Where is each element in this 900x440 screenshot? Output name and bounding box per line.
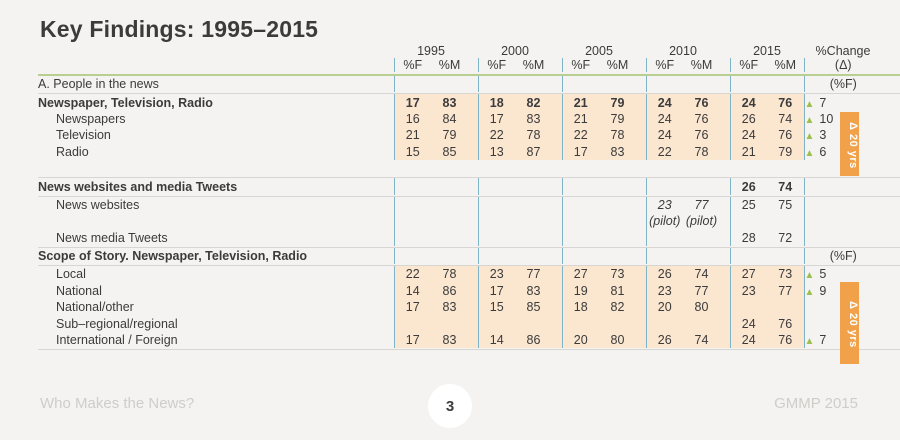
cell: 22: [646, 144, 683, 160]
cell: [515, 315, 552, 331]
page-number: 3: [428, 384, 472, 428]
cell: 83: [431, 299, 468, 315]
year-header-2000: 2000: [501, 44, 529, 58]
subcol-2005-m: %M: [606, 58, 629, 72]
row-label: Television: [56, 128, 111, 143]
cell: [730, 299, 767, 315]
cell: 25: [730, 196, 767, 213]
cell: 78: [683, 144, 720, 160]
cell: 77: [694, 197, 709, 212]
delta-band-top-label: Δ 20 yrs: [847, 121, 859, 169]
delta-band-bottom-label: Δ 20 yrs: [847, 300, 859, 348]
cell: [394, 315, 431, 331]
cell: 79: [767, 144, 804, 160]
subcol-2000-m: %M: [522, 58, 545, 72]
change-cell: [804, 266, 882, 283]
cell: 20: [562, 332, 599, 348]
row-label: National/other: [56, 300, 134, 315]
cell: 14: [394, 283, 431, 299]
cell: 84: [431, 111, 468, 127]
cell: 23: [646, 196, 683, 213]
change-value: 5: [819, 267, 827, 282]
triangle-up-icon: ▲: [804, 336, 815, 348]
change-value: 7: [819, 333, 827, 348]
triangle-up-icon: ▲: [804, 131, 815, 143]
cell: 14: [478, 332, 515, 348]
cell: 73: [599, 266, 636, 283]
cell: [431, 230, 468, 246]
table-header-years: [38, 44, 900, 58]
cell: 24: [730, 315, 767, 331]
cell: 26: [730, 111, 767, 127]
pilot-note-m: (pilot): [685, 214, 718, 229]
spacer-row: [38, 160, 900, 176]
cell: 22: [562, 127, 599, 143]
cell: [478, 178, 515, 195]
cell: 76: [767, 94, 804, 111]
row-label: Radio: [56, 144, 89, 159]
cell: 85: [431, 144, 468, 160]
triangle-up-icon: ▲: [804, 286, 815, 298]
change-subheader: (Δ): [834, 58, 852, 72]
subcol-2000-f: %F: [478, 58, 515, 72]
row-label: News media Tweets: [56, 230, 168, 245]
pilot-note-row: [38, 213, 900, 229]
table-row: [38, 178, 900, 195]
cell: 26: [730, 178, 767, 195]
subcol-2015-f: %F: [730, 58, 767, 72]
cell: 80: [599, 332, 636, 348]
year-header-1995: 1995: [417, 44, 445, 58]
cell: 78: [431, 266, 468, 283]
cell: [478, 196, 515, 213]
cell: 18: [478, 94, 515, 111]
cell: 76: [683, 111, 720, 127]
cell: [599, 315, 636, 331]
cell: 16: [394, 111, 431, 127]
cell: 77: [767, 283, 804, 299]
subcol-2015-m: %M: [767, 58, 804, 72]
cell: 15: [394, 144, 431, 160]
cell: 76: [683, 127, 720, 143]
triangle-up-icon: ▲: [804, 98, 815, 110]
cell: [683, 178, 720, 195]
row-label: Newspapers: [56, 111, 126, 126]
triangle-up-icon: ▲: [804, 147, 815, 159]
table-header-subcols: [38, 58, 900, 72]
cell: 21: [394, 127, 431, 143]
table-row: [38, 127, 900, 143]
cell: 17: [394, 299, 431, 315]
table-row: [38, 94, 900, 111]
cell: 24: [730, 94, 767, 111]
cell: 17: [562, 144, 599, 160]
cell: 22: [478, 127, 515, 143]
cell: 27: [730, 266, 767, 283]
table-row: [38, 144, 900, 160]
cell: 82: [515, 94, 552, 111]
change-cell: [804, 94, 882, 111]
subcol-2005-f: %F: [562, 58, 599, 72]
cell: 74: [683, 332, 720, 348]
cell: [562, 315, 599, 331]
key-findings-table: [38, 44, 871, 350]
cell: [683, 230, 720, 246]
row-label: Scope of Story. Newspaper, Television, Radio: [38, 249, 308, 264]
cell: 28: [730, 230, 767, 246]
cell: 22: [394, 266, 431, 283]
cell: 74: [767, 111, 804, 127]
cell: 24: [646, 94, 683, 111]
cell: 21: [562, 111, 599, 127]
cell: 83: [431, 94, 468, 111]
cell: 81: [599, 283, 636, 299]
cell: 18: [562, 299, 599, 315]
cell: 75: [767, 196, 804, 213]
cell: 86: [431, 283, 468, 299]
cell: [515, 178, 552, 195]
cell: 79: [431, 127, 468, 143]
change-value: 9: [819, 283, 827, 298]
change-value: 6: [819, 144, 827, 159]
change-value: 7: [819, 95, 827, 110]
cell: [599, 196, 636, 213]
cell: 15: [478, 299, 515, 315]
cell: [683, 315, 720, 331]
cell: 78: [515, 127, 552, 143]
table-row: [38, 111, 900, 127]
triangle-up-icon: ▲: [804, 114, 815, 126]
row-label: National: [56, 283, 102, 298]
cell: [478, 230, 515, 246]
row-label: Sub–regional/regional: [56, 316, 178, 331]
cell: 77: [515, 266, 552, 283]
year-header-2005: 2005: [585, 44, 613, 58]
cell: [562, 196, 599, 213]
cell: 86: [515, 332, 552, 348]
cell: 21: [730, 144, 767, 160]
bottom-rule: [38, 348, 900, 350]
cell: 83: [599, 144, 636, 160]
cell: 23: [730, 283, 767, 299]
year-header-2015: 2015: [753, 44, 781, 58]
cell: 20: [646, 299, 683, 315]
row-label: News websites and media Tweets: [38, 179, 238, 194]
year-header-2010: 2010: [669, 44, 697, 58]
cell: 76: [767, 315, 804, 331]
cell: 17: [478, 283, 515, 299]
cell: 26: [646, 266, 683, 283]
table-row: [38, 196, 900, 213]
table-row: [38, 332, 900, 348]
cell: [478, 315, 515, 331]
cell: 77: [683, 283, 720, 299]
page-title: Key Findings: 1995–2015: [40, 16, 319, 42]
cell: 23: [646, 283, 683, 299]
cell: [394, 230, 431, 246]
subcol-2010-m: %M: [690, 58, 713, 72]
cell: 73: [767, 266, 804, 283]
cell: 17: [478, 111, 515, 127]
cell: 76: [683, 94, 720, 111]
cell: 21: [562, 94, 599, 111]
cell: 76: [767, 332, 804, 348]
row-label: International / Foreign: [56, 333, 178, 348]
table-row: [38, 299, 900, 315]
cell: [562, 230, 599, 246]
table-row: [38, 315, 900, 331]
cell: 72: [767, 230, 804, 246]
table-row: [38, 230, 900, 246]
subcol-2010-f: %F: [646, 58, 683, 72]
cell: [394, 178, 431, 195]
footer-left: Who Makes the News?: [40, 395, 195, 412]
change-cell: [804, 196, 882, 213]
change-value: 10: [819, 111, 834, 126]
row-label: Newspaper, Television, Radio: [38, 95, 213, 110]
change-value: 3: [819, 128, 827, 143]
cell: 17: [394, 94, 431, 111]
pctf-tag-a: (%F): [829, 77, 857, 92]
cell: [599, 230, 636, 246]
table-row: [38, 266, 900, 283]
pilot-note-f: (pilot): [646, 213, 683, 229]
section-label: A. People in the news: [38, 77, 159, 92]
cell: [562, 178, 599, 195]
cell: [767, 299, 804, 315]
row-label: Local: [56, 267, 86, 282]
subcol-1995-f: %F: [394, 58, 431, 72]
cell: [515, 230, 552, 246]
cell: [431, 315, 468, 331]
cell: 79: [599, 94, 636, 111]
cell: 24: [730, 332, 767, 348]
cell: [515, 196, 552, 213]
delta-band-top: [840, 112, 859, 176]
cell: 78: [599, 127, 636, 143]
change-header: %Change: [815, 44, 871, 58]
cell: 80: [683, 299, 720, 315]
cell: 85: [515, 299, 552, 315]
cell: [646, 178, 683, 195]
cell: 24: [646, 127, 683, 143]
cell: 87: [515, 144, 552, 160]
change-cell: [804, 178, 882, 195]
footer-right: GMMP 2015: [774, 395, 858, 412]
cell: 83: [431, 332, 468, 348]
cell: 26: [646, 332, 683, 348]
cell: [599, 178, 636, 195]
cell: 19: [562, 283, 599, 299]
cell: 27: [562, 266, 599, 283]
change-cell: [804, 230, 882, 246]
subcol-1995-m: %M: [438, 58, 461, 72]
cell: 24: [646, 111, 683, 127]
cell: 74: [767, 178, 804, 195]
triangle-up-icon: ▲: [804, 270, 815, 282]
cell: [431, 178, 468, 195]
cell: [431, 196, 468, 213]
row-label: News websites: [56, 197, 140, 212]
cell: 23: [478, 266, 515, 283]
cell: [646, 315, 683, 331]
cell: [646, 230, 683, 246]
cell: 82: [599, 299, 636, 315]
cell: 13: [478, 144, 515, 160]
cell: 74: [683, 266, 720, 283]
pctf-tag-scope: (%F): [829, 249, 857, 264]
cell: 24: [730, 127, 767, 143]
section-row-people-in-the-news: [38, 75, 900, 92]
table-row: [38, 283, 900, 299]
delta-band-bottom: [840, 282, 859, 364]
cell: 17: [394, 332, 431, 348]
cell: [394, 196, 431, 213]
cell: 79: [599, 111, 636, 127]
cell: 83: [515, 283, 552, 299]
cell: 76: [767, 127, 804, 143]
table-row: [38, 247, 900, 264]
cell: 83: [515, 111, 552, 127]
